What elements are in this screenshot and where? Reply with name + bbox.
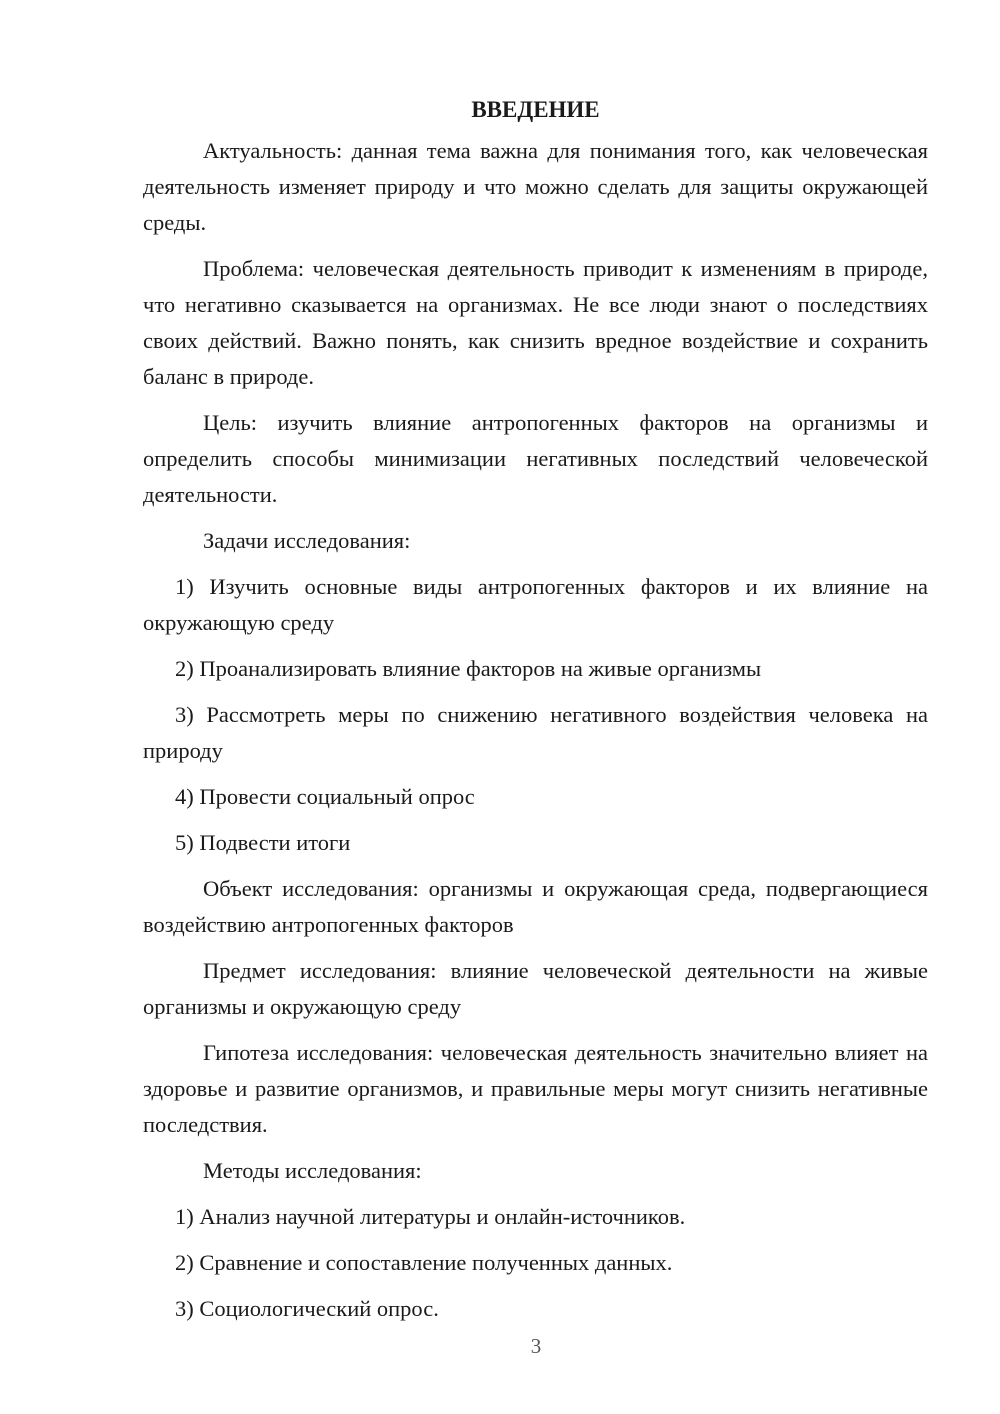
page-number: 3 bbox=[530, 1334, 542, 1358]
method-item-2: 2) Сравнение и сопоставление полученных данных. bbox=[175, 1250, 673, 1275]
subject-paragraph: Предмет исследования: влияние человеческой деятельности на живые организмы и окружающую среду bbox=[143, 958, 928, 1019]
document-page bbox=[143, 92, 928, 1337]
methods-label: Методы исследования: bbox=[203, 1158, 422, 1183]
method-item-3: 3) Социологический опрос. bbox=[175, 1296, 439, 1321]
task-item-4: 4) Провести социальный опрос bbox=[175, 784, 475, 809]
task-item-2: 2) Проанализировать влияние факторов на живые организмы bbox=[175, 656, 762, 681]
problem-paragraph: Проблема: человеческая деятельность приводит к изменениям в природе, что негативно сказывается на организмах. Не все люди знают о последствиях своих действий. Важно понять, как снизить вредное воздействие и сохранить баланс в природе. bbox=[143, 256, 928, 389]
task-item-3: 3) Рассмотреть меры по снижению негативного воздействия человека на природу bbox=[143, 702, 928, 763]
hypothesis-paragraph: Гипотеза исследования: человеческая деятельность значительно влияет на здоровье и развитие организмов, и правильные меры могут снизить негативные последствия. bbox=[143, 1040, 928, 1137]
relevance-paragraph: Актуальность: данная тема важна для понимания того, как человеческая деятельность изменяет природу и что можно сделать для защиты окружающей среды. bbox=[143, 138, 928, 235]
tasks-label: Задачи исследования: bbox=[203, 528, 411, 553]
section-heading: ВВЕДЕНИЕ bbox=[471, 97, 600, 122]
object-paragraph: Объект исследования: организмы и окружающая среда, подвергающиеся воздействию антропогенных факторов bbox=[143, 876, 928, 937]
task-item-1: 1) Изучить основные виды антропогенных факторов и их влияние на окружающую среду bbox=[143, 574, 928, 635]
task-item-5: 5) Подвести итоги bbox=[175, 830, 351, 855]
method-item-1: 1) Анализ научной литературы и онлайн-источников. bbox=[175, 1204, 686, 1229]
goal-paragraph: Цель: изучить влияние антропогенных факторов на организмы и определить способы минимизации негативных последствий человеческой деятельности. bbox=[143, 410, 928, 507]
